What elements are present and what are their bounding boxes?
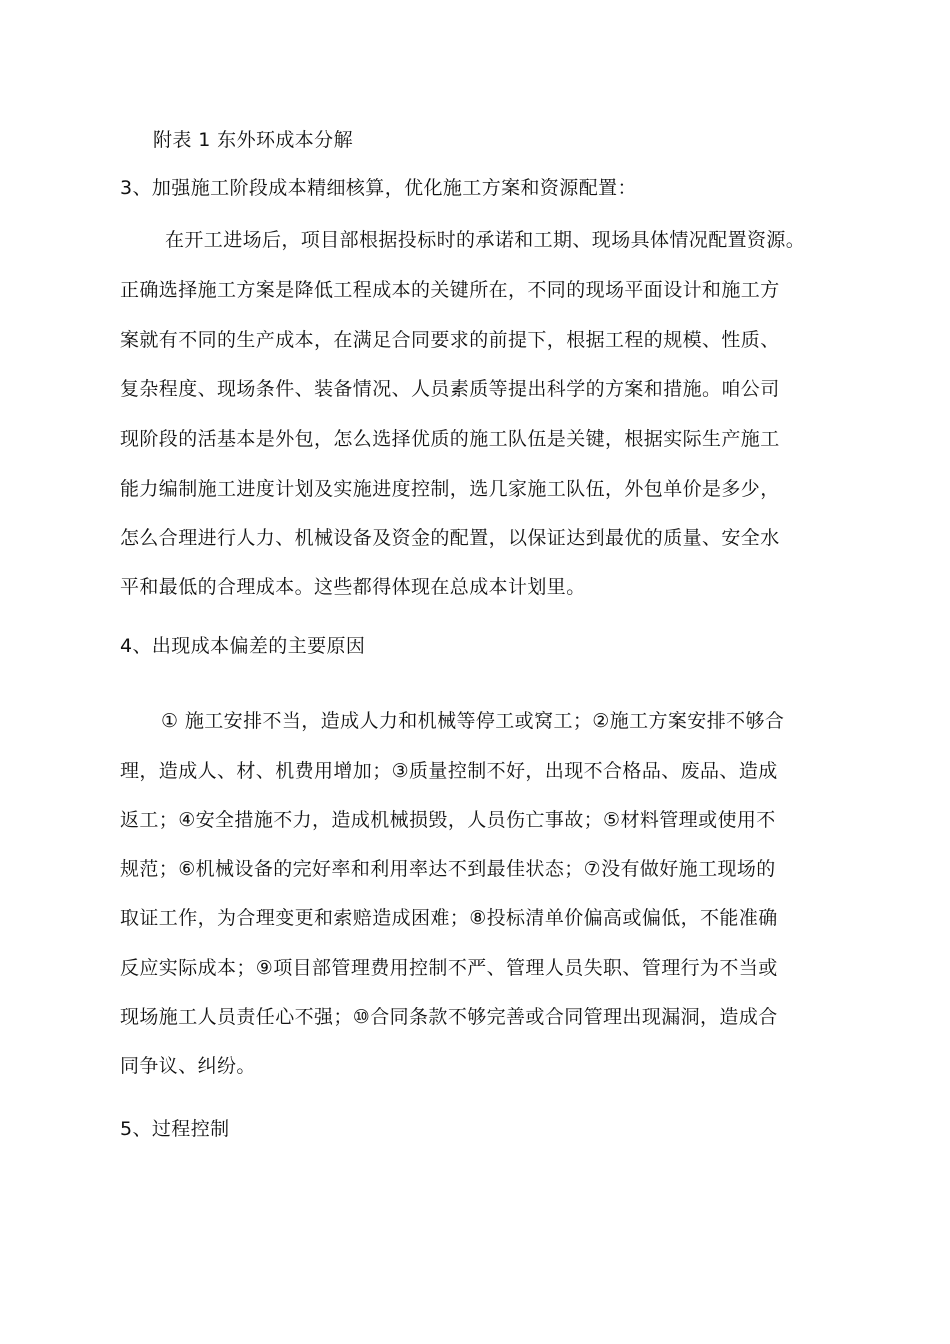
section-3-paragraph-line: 能力编制施工进度计划及实施进度控制，选几家施工队伍，外包单价是多少， [120, 478, 780, 500]
section-4-paragraph-line: 规范；⑥机械设备的完好率和利用率达不到最佳状态；⑦没有做好施工现场的 [120, 858, 776, 880]
section-4-heading: 4、出现成本偏差的主要原因 [120, 635, 366, 657]
section-4-paragraph-line: 取证工作，为合理变更和索赔造成困难；⑧投标清单价偏高或偏低，不能准确 [120, 907, 778, 929]
section-4-paragraph-line: 同争议、纠纷。 [120, 1055, 256, 1077]
section-3-paragraph-line: 怎么合理进行人力、机械设备及资金的配置，以保证达到最优的质量、安全水 [120, 527, 780, 549]
section-3-paragraph-line: 正确选择施工方案是降低工程成本的关键所在，不同的现场平面设计和施工方 [120, 279, 780, 301]
section-3-paragraph-line: 现阶段的活基本是外包，怎么选择优质的施工队伍是关键，根据实际生产施工 [120, 428, 780, 450]
section-3-paragraph-line: 案就有不同的生产成本，在满足合同要求的前提下，根据工程的规模、性质、 [120, 329, 780, 351]
section-4-paragraph-line: 理，造成人、材、机费用增加；③质量控制不好，出现不合格品、废品、造成 [120, 760, 778, 782]
section-3-paragraph-line: 平和最低的合理成本。这些都得体现在总成本计划里。 [120, 576, 586, 598]
table-caption: 附表 1 东外环成本分解 [153, 129, 353, 151]
section-4-paragraph-line: 现场施工人员责任心不强；⑩合同条款不够完善或合同管理出现漏洞，造成合 [120, 1006, 778, 1028]
section-5-heading: 5、过程控制 [120, 1118, 230, 1140]
section-4-paragraph-line: 返工；④安全措施不力，造成机械损毁，人员伤亡事故；⑤材料管理或使用不 [120, 809, 776, 831]
section-3-paragraph-line: 复杂程度、现场条件、装备情况、人员素质等提出科学的方案和措施。咱公司 [120, 378, 780, 400]
section-4-paragraph-line: ① 施工安排不当，造成人力和机械等停工或窝工；②施工方案安排不够合 [161, 710, 785, 732]
section-3-heading: 3、加强施工阶段成本精细核算，优化施工方案和资源配置： [120, 177, 637, 199]
section-3-paragraph-line: 在开工进场后，项目部根据投标时的承诺和工期、现场具体情况配置资源。 [165, 229, 806, 251]
section-4-paragraph-line: 反应实际成本；⑨项目部管理费用控制不严、管理人员失职、管理行为不当或 [120, 957, 778, 979]
